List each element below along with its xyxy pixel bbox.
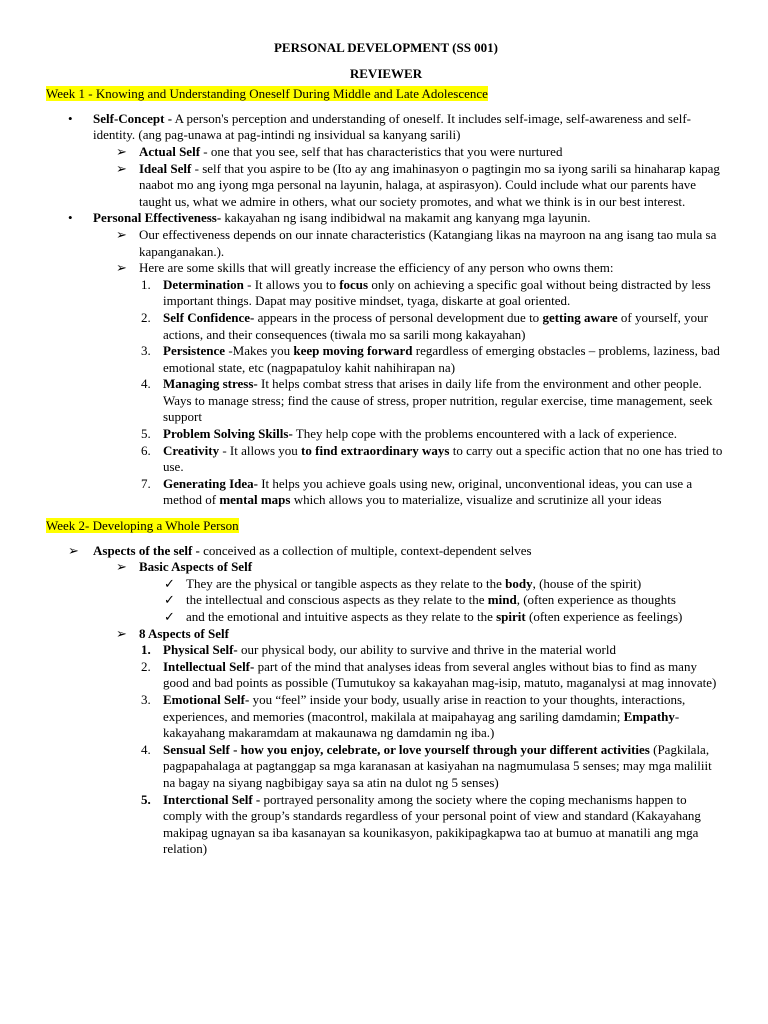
- basic-aspect-item: ✓ They are the physical or tangible aspects as they relate to the body, (house of the spirit): [164, 575, 642, 591]
- aspect-item: 5. Interctional Self - portrayed personality among the society where the coping mechanisms happen to comply with the group’s standards regardless of your personal point of view and standard (Kakayahang makipag ugnayan sa iba kasanayan sa kounikasyon, pakikipagkapwa tao at bumuo at manatili ang mga relation): [141, 791, 701, 857]
- skill-item: 6. Creativity - It allows you to find extraordinary ways to carry out a specific action that no one has tried to use.: [141, 442, 723, 475]
- list-item-aspects-of-self: ➢ Aspects of the self - conceived as a collection of multiple, context-dependent selves: [68, 542, 532, 558]
- arrowhead-icon: ➢: [116, 160, 127, 176]
- arrowhead-icon: ➢: [116, 559, 127, 575]
- week2-heading: Week 2- Developing a Whole Person: [46, 518, 239, 534]
- skill-item: 5. Problem Solving Skills- They help cope with the problems encountered with a lack of experience.: [141, 426, 677, 442]
- basic-aspect-item: ✓ the intellectual and conscious aspects as they relate to the mind, (often experience as thoughts: [164, 592, 676, 608]
- arrowhead-icon: ➢: [68, 542, 79, 558]
- arrowhead-icon: ➢: [116, 143, 127, 159]
- list-item-innate: ➢ Our effectiveness depends on our innate characteristics (Katangiang likas na mayroon na ang isang tao mula sa kapanganakan.).: [116, 226, 717, 259]
- aspect-item: 1. Physical Self- our physical body, our ability to survive and thrive in the material world: [141, 642, 616, 658]
- eight-aspects-list: [46, 642, 726, 858]
- list-item-skills-intro: ➢ Here are some skills that will greatly increase the efficiency of any person who owns them:: [116, 260, 614, 276]
- week1-heading: Week 1 - Knowing and Understanding Oneself During Middle and Late Adolescence: [46, 86, 488, 102]
- skill-item: 1. Determination - It allows you to focus only on achieving a specific goal without being distracted by less important things. Dapat may positive mindset, tyaga, diskarte at goal oriented.: [141, 276, 711, 309]
- skill-item: 7. Generating Idea- It helps you achieve goals using new, original, unconventional ideas, you can use a method of mental maps which allows you to materialize, visualize and scrutinize all your ideas: [141, 475, 693, 508]
- bullet-icon: •: [68, 110, 73, 126]
- document-title: PERSONAL DEVELOPMENT (SS 001): [273, 40, 499, 55]
- list-item-eight-aspects: ➢ 8 Aspects of Self: [116, 625, 229, 641]
- document-subtitle: REVIEWER: [349, 65, 423, 81]
- list-item-self-concept: • Self-Concept - A person's perception and understanding of oneself. It includes self-image, self-awareness and self-identity. (ang pag-unawa at pag-intindi ng insividual sa kanyang sarili): [68, 110, 692, 143]
- checkmark-icon: ✓: [164, 575, 175, 591]
- basic-aspect-item: ✓ and the emotional and intuitive aspects as they relate to the spirit (often experience as feelings): [164, 609, 683, 624]
- arrowhead-icon: ➢: [116, 260, 127, 276]
- document-page: [46, 40, 726, 858]
- list-item-personal-effectiveness: • Personal Effectiveness- kakayahan ng isang indibidwal na makamit ang kanyang mga layunin.: [68, 210, 591, 226]
- list-item-basic-aspects: ➢ Basic Aspects of Self: [116, 559, 253, 575]
- checkmark-icon: ✓: [164, 592, 175, 608]
- checkmark-icon: ✓: [164, 609, 175, 624]
- aspect-item: 3. Emotional Self- you “feel” inside your body, usually arise in reaction to your thoughts, interactions, experiences, and memories (macontrol, makilala at maipahayag ang sariling damdamin; Empathy-kakayahang makaramdam at makaunawa ng damdamin ng iba.): [141, 691, 686, 741]
- skill-item: 3. Persistence -Makes you keep moving forward regardless of emerging obstacles – problems, laziness, bad emotional state, etc (nagpapatuloy kahit nahihirapan na): [141, 343, 720, 375]
- arrowhead-icon: ➢: [116, 625, 127, 641]
- skill-item: 4. Managing stress- It helps combat stress that arises in daily life from the environment and other people. Ways to manage stress; find the cause of stress, proper nutrition, regular exercise, time management, seek support: [141, 376, 713, 425]
- list-item-ideal-self: ➢ Ideal Self - self that you aspire to be (Ito ay ang imahinasyon o pagtingin mo sa iyong sarili sa hinaharap kapag naabot mo ang iyong mga personal na layunin, halaga, at aspirasyon). Could include what our parents have taught us, what we admire in others, what our society promotes, and what we think is in our best interest.: [116, 160, 720, 209]
- aspect-item: 2. Intellectual Self- part of the mind that analyses ideas from several angles without bias to find as many good and bad points as possible (Tumutukoy sa kakayahan mag-isip, matuto, maganalysi at mag innovate): [141, 658, 717, 691]
- arrowhead-icon: ➢: [116, 226, 127, 242]
- aspect-item: 4. Sensual Self - how you enjoy, celebrate, or love yourself through your different activities (Pagkilala, pagpapahalaga at pagtanggap sa mga karanasan at kasiyahan na nagmumulasa 5 senses; may mga maliliit na bagay na siyang nagbibigay saya sa atin na dulot ng 5 senses): [141, 741, 712, 790]
- skills-list: [46, 277, 726, 509]
- list-item-actual-self: ➢ Actual Self - one that you see, self that has characteristics that you were nurtured: [116, 143, 563, 159]
- bullet-icon: •: [68, 210, 73, 226]
- skill-item: 2. Self Confidence- appears in the process of personal development due to getting aware of yourself, your actions, and their consequences (tiwala mo sa sarili mong kakayahan): [141, 309, 708, 342]
